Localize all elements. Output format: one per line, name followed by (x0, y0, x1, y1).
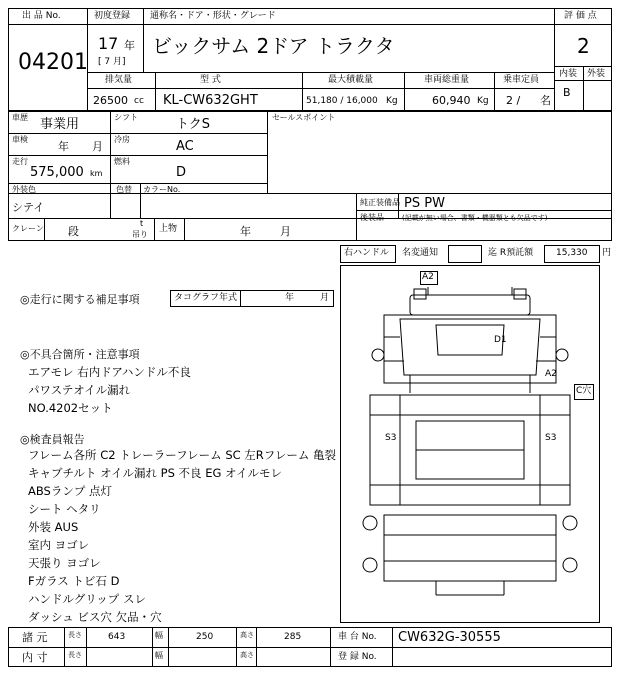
first-reg-year: 17 (98, 34, 119, 53)
shift-label: シフト (114, 113, 138, 122)
model-value: KL-CW632GHT (163, 93, 258, 108)
meter-change-label: 名変通知 (402, 248, 439, 258)
tacho-year: 年 (285, 293, 295, 303)
color-code-label: 色替 (116, 185, 132, 194)
inspection-month-unit: 月 (92, 140, 103, 153)
displacement-label: 排気量 (105, 75, 133, 85)
inspector-line: 天張り ヨゴレ (28, 556, 101, 570)
inspector-line: 室内 ヨゴレ (28, 538, 90, 552)
reg-label: 登 録 No. (338, 652, 377, 662)
mileage-value: 575,000 (30, 165, 84, 180)
mark-a2-top: A2 (422, 272, 434, 282)
crane-stage: 段 (68, 225, 79, 238)
equipment-value: PS PW (404, 196, 445, 211)
odo-label: 迄 R預託額 (488, 248, 534, 258)
interior-dims-label: 内 寸 (22, 651, 48, 664)
mark-d1: D1 (494, 335, 507, 345)
width-label-2: 幅 (155, 651, 163, 660)
width-label: 幅 (155, 631, 163, 640)
mark-a2-right: A2 (545, 369, 557, 379)
deposit-value: 15,330 (556, 248, 588, 258)
mark-s3-right: S3 (545, 433, 557, 443)
ac-value: AC (176, 139, 194, 154)
width-value: 250 (196, 632, 214, 642)
capacity-unit: 名 (540, 94, 551, 107)
color-value: シテイ (12, 201, 45, 214)
length-label-2: 長さ (68, 651, 82, 659)
crane-t: t (140, 219, 144, 228)
interior-label: 内装 (559, 69, 578, 79)
lot-label: 出 品 No. (22, 11, 61, 21)
max-load-label: 最大積載量 (328, 75, 374, 85)
driving-title: ◎走行に関する補足事項 (20, 293, 140, 306)
inspector-line: 外装 AUS (28, 520, 79, 534)
chassis-value: CW632G-30555 (398, 630, 501, 645)
inspector-line: キャブチルト オイル漏れ PS 不良 EG オイルモレ (28, 466, 282, 480)
name-label: 通称名・ドア・形状・グレード (150, 11, 276, 21)
height-label-2: 高さ (240, 651, 254, 659)
defect-title: ◎不具合箇所・注意事項 (20, 348, 140, 361)
interior-grade: B (563, 86, 571, 99)
inspector-title: ◎検査員報告 (20, 433, 85, 446)
length-value: 643 (108, 632, 126, 642)
inspection-year-unit: 年 (58, 140, 69, 153)
length-label: 長さ (68, 631, 82, 639)
mileage-label: 走行 (12, 157, 28, 166)
chassis-label: 車 台 No. (338, 632, 377, 642)
meter-change-box (448, 245, 482, 263)
defect-line: NO.4202セット (28, 401, 113, 415)
truck-diagram (340, 265, 600, 623)
inspector-line: Fガラス トビ石 D (28, 574, 120, 588)
shift-value: トクS (176, 117, 210, 132)
lot-number: 04201 (18, 50, 88, 75)
max-load-unit: Kg (386, 96, 398, 106)
first-reg-month: [ 7 月] (98, 57, 126, 67)
vehicle-name: ビックサム 2ドア トラクタ (152, 34, 395, 58)
height-value: 285 (284, 632, 302, 642)
crane-hanging: 吊り (132, 230, 148, 239)
gross-weight-unit: Kg (477, 96, 489, 106)
first-reg-year-unit: 年 (124, 39, 135, 52)
crane-label: クレーン (12, 224, 44, 233)
first-reg-label: 初度登録 (94, 11, 131, 21)
inspector-line: ダッシュ ビス穴 欠品・穴 (28, 610, 162, 624)
score-value: 2 (577, 34, 590, 58)
defect-line: エアモレ 右内ドアハンドル不良 (28, 365, 191, 379)
dims-label: 諸 元 (22, 631, 48, 644)
ac-label: 冷房 (114, 135, 130, 144)
tacho-label: タコグラフ年式 (174, 293, 238, 303)
inspection-label: 車検 (12, 135, 28, 144)
history-value: 事業用 (40, 117, 80, 132)
defect-line: パワステオイル漏れ (28, 383, 131, 397)
capacity-value: 2 / (506, 94, 521, 107)
crane-month: 月 (280, 225, 291, 238)
height-label: 高さ (240, 631, 254, 639)
mark-s3-left: S3 (385, 433, 397, 443)
color-no-label: カラーNo. (143, 185, 181, 194)
displacement-value: 26500 (93, 94, 128, 107)
max-load-value: 51,180 / 16,000 (306, 96, 378, 106)
crane-year: 年 (240, 225, 251, 238)
exterior-label: 外装 (587, 69, 606, 79)
steering-value: 右ハンドル (344, 248, 390, 258)
model-label: 型 式 (200, 75, 221, 85)
history-label: 車歴 (12, 113, 28, 122)
crane-top-label: 上物 (159, 224, 178, 234)
deposit-unit: 円 (602, 248, 612, 258)
aftermarket-label: 後装品 (360, 213, 384, 222)
score-label: 評 価 点 (564, 11, 597, 21)
color-label: 外装色 (12, 185, 36, 194)
capacity-label: 乗車定員 (503, 75, 540, 85)
inspector-line: ハンドルグリップ スレ (28, 592, 146, 606)
inspector-line: フレーム各所 C2 トレーラーフレーム SC 左Rフレーム 亀裂 (28, 448, 336, 462)
gross-weight-label: 車両総重量 (424, 75, 470, 85)
displacement-unit: cc (134, 96, 144, 106)
mark-c-hole: C穴 (576, 386, 592, 396)
equipment-label: 純正装備品 (360, 198, 400, 207)
aftermarket-note: (記載が無い場合、書類・機器類とも欠品です) (402, 214, 548, 222)
mileage-unit: km (90, 169, 103, 178)
fuel-label: 燃料 (114, 157, 130, 166)
sales-point-label: セールスポイント (272, 113, 336, 122)
gross-weight-value: 60,940 (432, 94, 471, 107)
inspector-line: シート ヘタリ (28, 502, 101, 516)
inspector-line: ABSランプ 点灯 (28, 484, 113, 498)
tacho-month: 月 (320, 293, 330, 303)
fuel-value: D (176, 165, 187, 180)
